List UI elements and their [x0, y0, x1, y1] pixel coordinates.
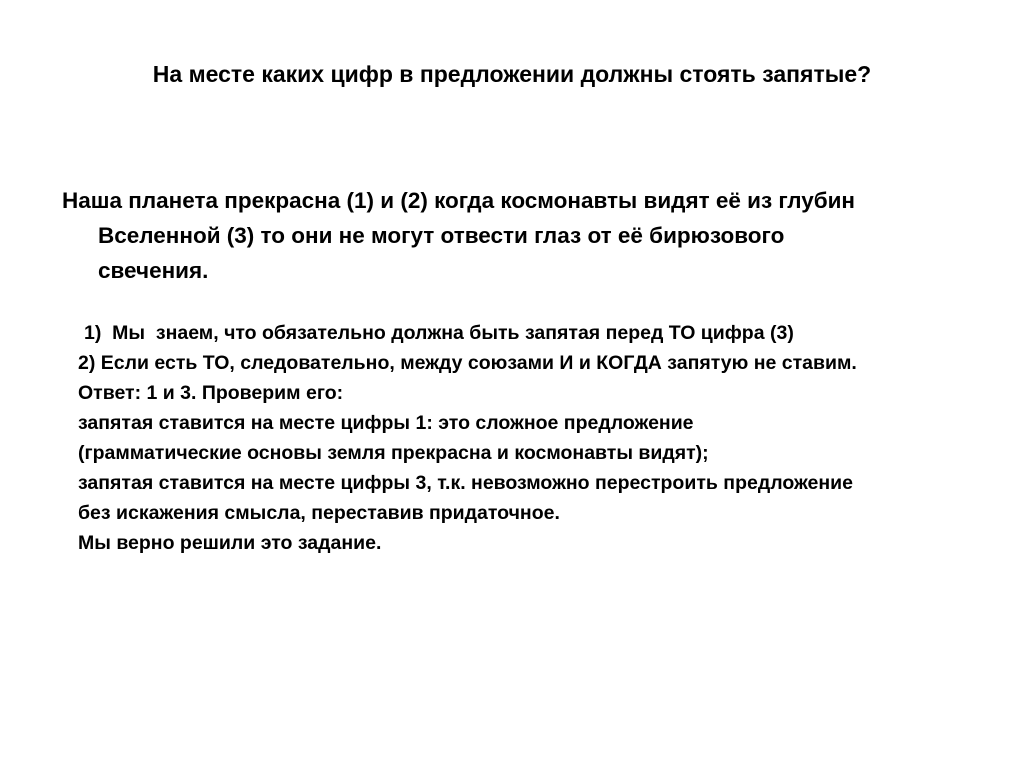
solution-line: Ответ: 1 и 3. Проверим его: — [78, 382, 344, 404]
solution-line: без искажения смысла, переставив придаточное. — [78, 502, 560, 524]
sentence-line: Наша планета прекрасна (1) и (2) когда космонавты видят её из глубин — [62, 188, 856, 213]
solution-line: запятая ставится на месте цифры 3, т.к. невозможно перестроить предложение — [78, 472, 854, 494]
sentence-line: свечения. — [98, 258, 209, 283]
sentence-line: Вселенной (3) то они не могут отвести глаз от её бирюзового — [98, 223, 785, 248]
slide-title: На месте каких цифр в предложении должны стоять запятые? — [152, 61, 872, 87]
solution-line: 2) Если есть ТО, следовательно, между союзами И и КОГДА запятую не ставим. — [78, 352, 857, 374]
solution-line: Мы верно решили это задание. — [78, 532, 382, 554]
solution-line: запятая ставится на месте цифры 1: это сложное предложение — [78, 412, 694, 434]
solution-text — [78, 318, 1008, 558]
solution-line: (грамматические основы земля прекрасна и космонавты видят); — [78, 442, 709, 464]
task-sentence — [62, 183, 962, 288]
solution-line: 1) Мы знаем, что обязательно должна быть запятая перед ТО цифра (3) — [84, 322, 794, 344]
